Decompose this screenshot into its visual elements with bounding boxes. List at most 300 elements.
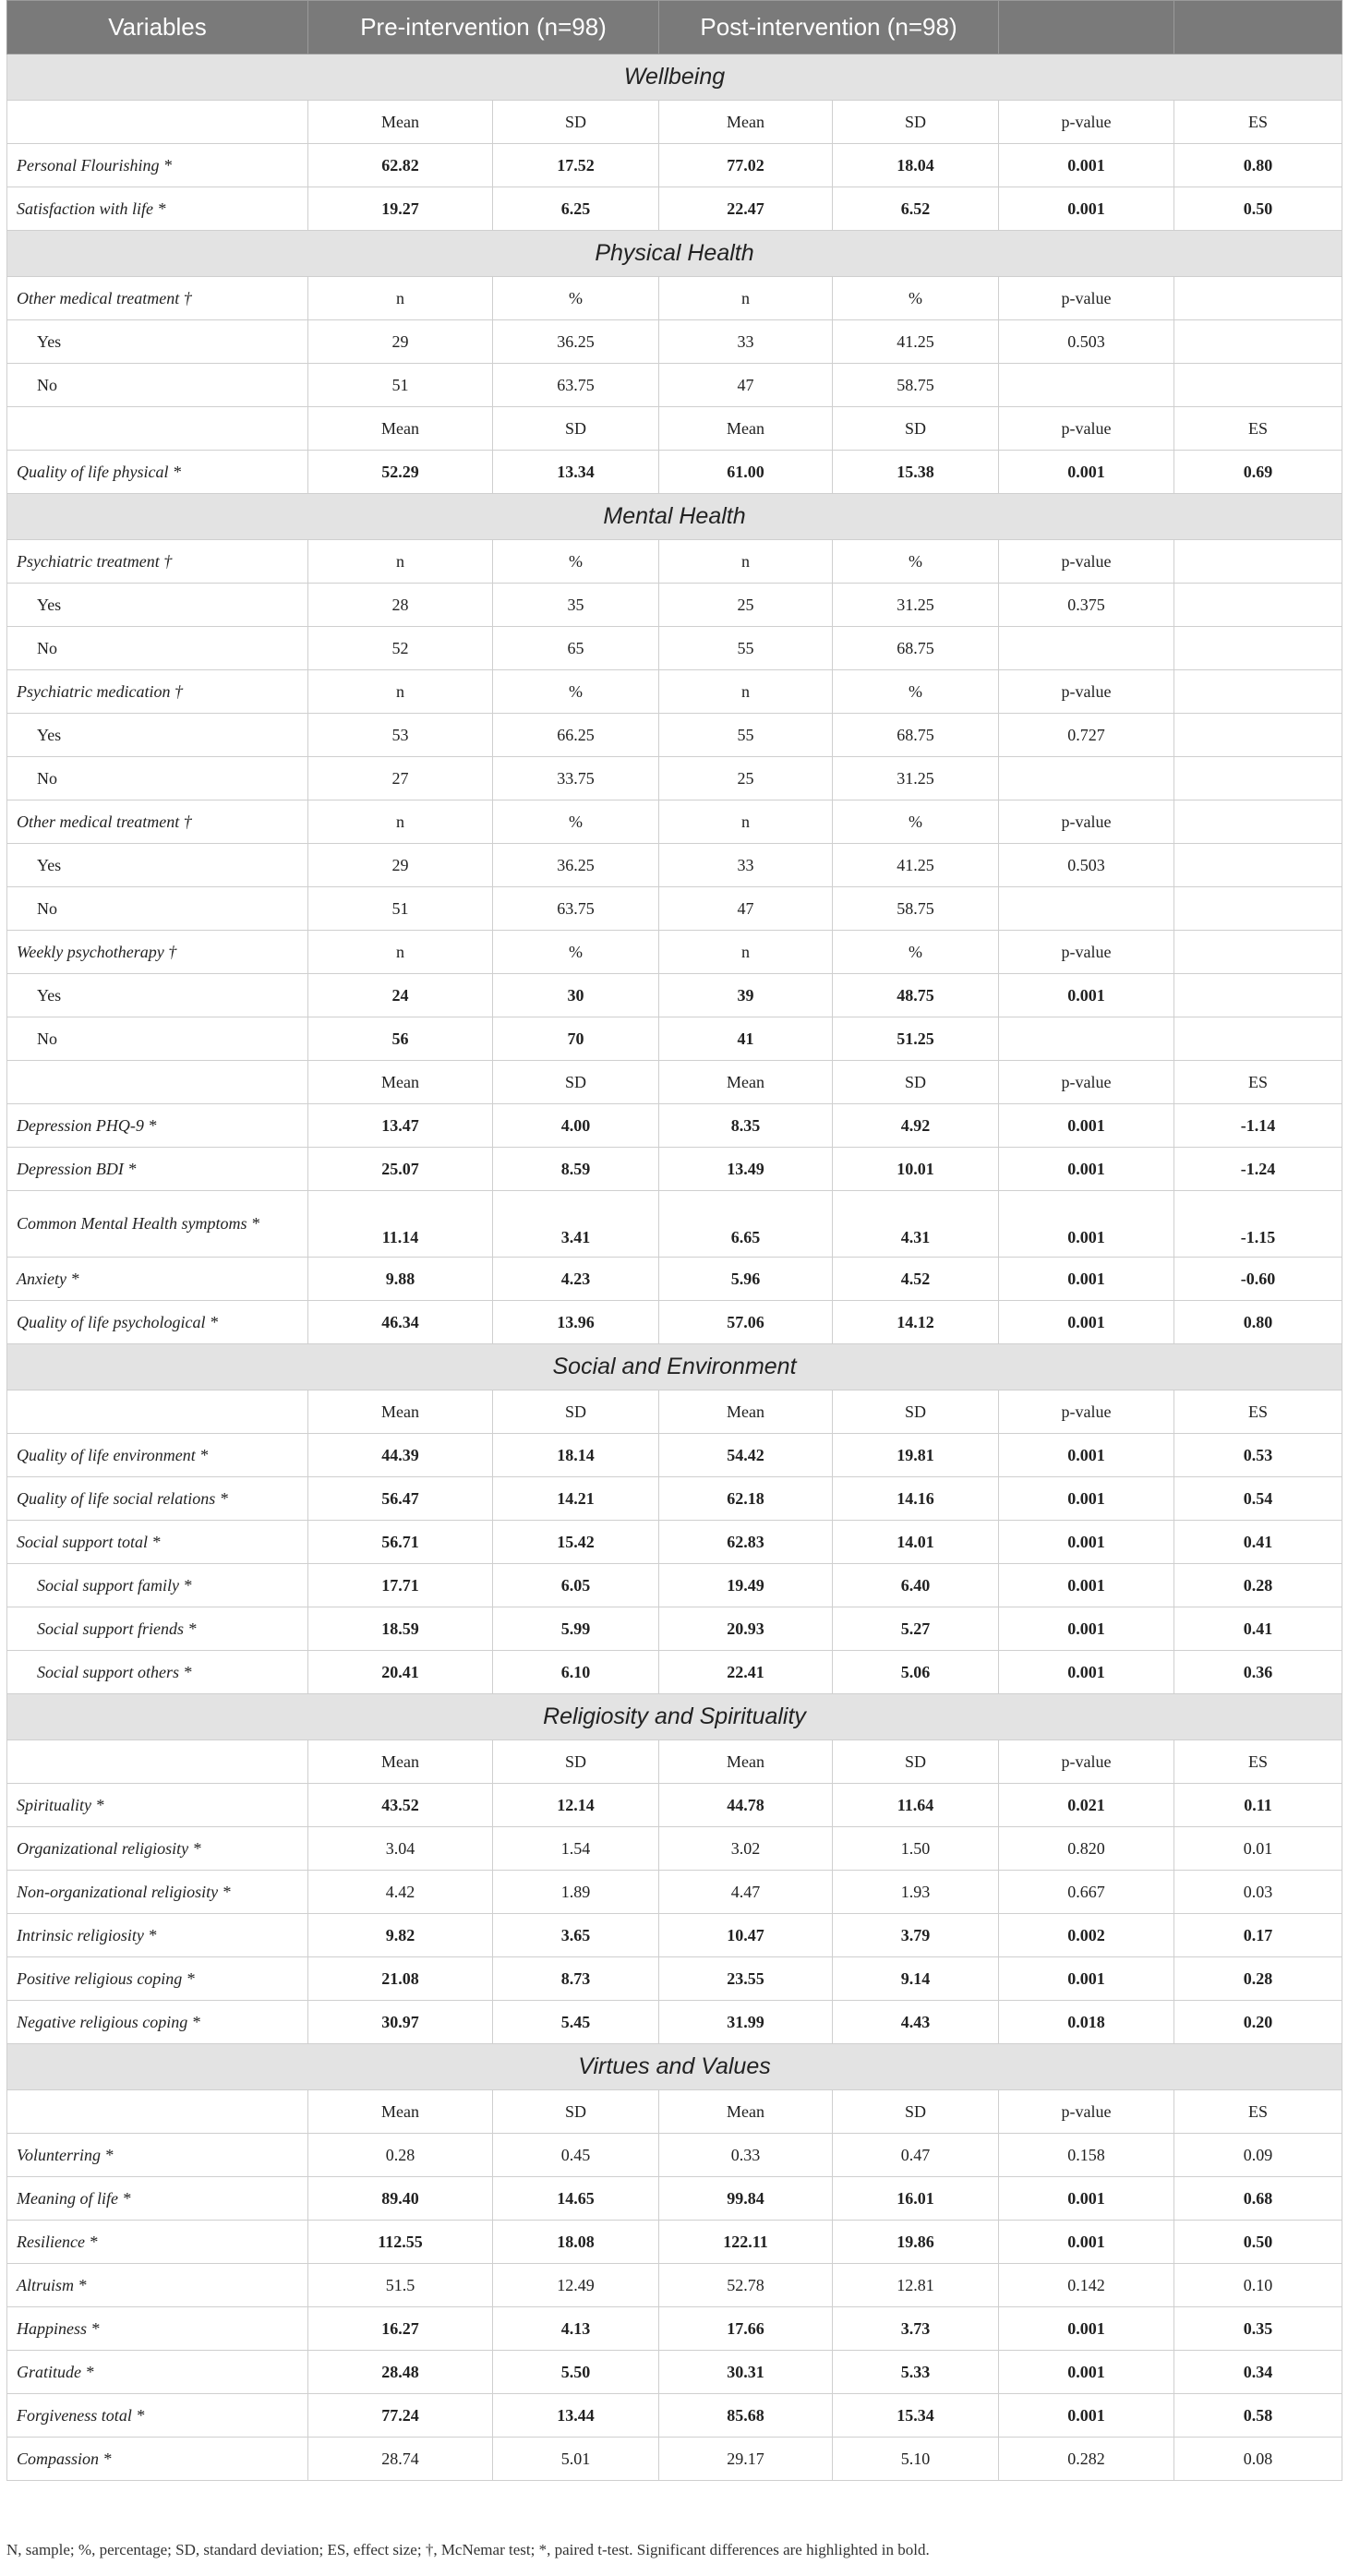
value-cell: 0.50	[1174, 2221, 1342, 2264]
value-cell: 19.27	[308, 187, 493, 231]
subheader-cell: SD	[833, 407, 999, 451]
row-label: Weekly psychotherapy †	[7, 931, 308, 974]
subheader-cell: p-value	[999, 101, 1174, 144]
table-row	[7, 974, 1342, 1017]
value-cell: 58.75	[833, 364, 999, 407]
row-label: No	[7, 887, 308, 931]
value-cell: 4.00	[493, 1104, 659, 1148]
subheader-cell: ES	[1174, 1390, 1342, 1434]
value-cell: 15.34	[833, 2394, 999, 2438]
value-cell	[999, 887, 1174, 931]
table-row	[7, 364, 1342, 407]
value-cell: 22.47	[659, 187, 833, 231]
section-row	[7, 494, 1342, 540]
row-label: Non-organizational religiosity *	[7, 1871, 308, 1914]
value-cell: 46.34	[308, 1301, 493, 1344]
value-cell	[1174, 757, 1342, 800]
value-cell: 18.08	[493, 2221, 659, 2264]
value-cell: 31.25	[833, 757, 999, 800]
value-cell: 0.50	[1174, 187, 1342, 231]
subheader-cell: SD	[833, 1061, 999, 1104]
table-row	[7, 714, 1342, 757]
value-cell: 5.45	[493, 2001, 659, 2044]
value-cell: 3.73	[833, 2307, 999, 2351]
value-cell: n	[659, 931, 833, 974]
value-cell: 0.001	[999, 1521, 1174, 1564]
value-cell: 12.14	[493, 1784, 659, 1827]
column-header-blank	[1174, 1, 1342, 54]
subheader-cell	[7, 407, 308, 451]
table-row	[7, 320, 1342, 364]
value-cell: %	[493, 540, 659, 584]
value-cell: 22.41	[659, 1651, 833, 1694]
value-cell: 0.001	[999, 1104, 1174, 1148]
row-label: Anxiety *	[7, 1258, 308, 1301]
table-row	[7, 1434, 1342, 1477]
value-cell: 5.99	[493, 1607, 659, 1651]
subheader-row	[7, 1740, 1342, 1784]
row-label: Other medical treatment †	[7, 800, 308, 844]
row-label: Yes	[7, 714, 308, 757]
value-cell: 23.55	[659, 1957, 833, 2001]
value-cell: 0.28	[1174, 1957, 1342, 2001]
value-cell: 6.52	[833, 187, 999, 231]
value-cell: 10.47	[659, 1914, 833, 1957]
value-cell: 13.49	[659, 1148, 833, 1191]
value-cell: 0.001	[999, 2221, 1174, 2264]
subheader-cell: Mean	[308, 1061, 493, 1104]
table-footnote: N, sample; %, percentage; SD, standard deviation; ES, effect size; †, McNemar test; *, paired t-test. Significant differences are highlighted in bold.	[6, 2541, 930, 2558]
table-row	[7, 1957, 1342, 2001]
section-title: Physical Health	[7, 231, 1342, 277]
value-cell	[1174, 670, 1342, 714]
value-cell: 63.75	[493, 887, 659, 931]
row-label: Depression BDI *	[7, 1148, 308, 1191]
row-label: Resilience *	[7, 2221, 308, 2264]
value-cell: 1.50	[833, 1827, 999, 1871]
value-cell: 41.25	[833, 320, 999, 364]
value-cell: 0.001	[999, 1957, 1174, 2001]
value-cell: 28	[308, 584, 493, 627]
value-cell: 14.21	[493, 1477, 659, 1521]
subheader-cell: SD	[493, 2090, 659, 2134]
table-row	[7, 670, 1342, 714]
value-cell: 0.35	[1174, 2307, 1342, 2351]
table-row	[7, 1477, 1342, 1521]
value-cell: p-value	[999, 800, 1174, 844]
value-cell: 0.09	[1174, 2134, 1342, 2177]
table-row	[7, 1191, 1342, 1258]
row-label: Social support friends *	[7, 1607, 308, 1651]
row-label: Psychiatric medication †	[7, 670, 308, 714]
value-cell: 0.375	[999, 584, 1174, 627]
value-cell: 31.25	[833, 584, 999, 627]
value-cell: 5.10	[833, 2438, 999, 2481]
value-cell: 44.78	[659, 1784, 833, 1827]
value-cell: 15.38	[833, 451, 999, 494]
subheader-cell: Mean	[308, 407, 493, 451]
value-cell: 61.00	[659, 451, 833, 494]
value-cell: p-value	[999, 540, 1174, 584]
value-cell: 3.04	[308, 1827, 493, 1871]
value-cell	[1174, 887, 1342, 931]
value-cell: 29	[308, 320, 493, 364]
value-cell: 3.65	[493, 1914, 659, 1957]
table-row	[7, 187, 1342, 231]
subheader-cell: Mean	[659, 2090, 833, 2134]
row-label: Quality of life psychological *	[7, 1301, 308, 1344]
section-row	[7, 2044, 1342, 2090]
value-cell: 6.65	[659, 1191, 833, 1258]
section-row	[7, 54, 1342, 101]
row-label: Other medical treatment †	[7, 277, 308, 320]
subheader-row	[7, 407, 1342, 451]
table-row	[7, 1871, 1342, 1914]
row-label: Quality of life social relations *	[7, 1477, 308, 1521]
value-cell: 0.001	[999, 1301, 1174, 1344]
row-label: Compassion *	[7, 2438, 308, 2481]
value-cell: 29	[308, 844, 493, 887]
value-cell: 0.820	[999, 1827, 1174, 1871]
subheader-row	[7, 101, 1342, 144]
subheader-cell: Mean	[308, 2090, 493, 2134]
table-row	[7, 2221, 1342, 2264]
value-cell: 9.14	[833, 1957, 999, 2001]
value-cell	[999, 757, 1174, 800]
table-body	[7, 54, 1342, 2481]
value-cell: 21.08	[308, 1957, 493, 2001]
subheader-cell: p-value	[999, 1740, 1174, 1784]
row-label: Yes	[7, 844, 308, 887]
column-header-variables: Variables	[7, 1, 308, 54]
value-cell: %	[493, 670, 659, 714]
value-cell: 12.81	[833, 2264, 999, 2307]
value-cell: 19.81	[833, 1434, 999, 1477]
value-cell: %	[833, 800, 999, 844]
value-cell: 5.33	[833, 2351, 999, 2394]
table-row	[7, 2134, 1342, 2177]
value-cell: 62.82	[308, 144, 493, 187]
value-cell	[1174, 627, 1342, 670]
table-row	[7, 2264, 1342, 2307]
value-cell: 31.99	[659, 2001, 833, 2044]
value-cell: 56	[308, 1017, 493, 1061]
table-row	[7, 540, 1342, 584]
value-cell: 0.002	[999, 1914, 1174, 1957]
value-cell: 0.001	[999, 1434, 1174, 1477]
subheader-cell: Mean	[659, 1740, 833, 1784]
table-row	[7, 2001, 1342, 2044]
row-label: Positive religious coping *	[7, 1957, 308, 2001]
subheader-cell: p-value	[999, 1390, 1174, 1434]
value-cell: 36.25	[493, 320, 659, 364]
value-cell: -1.15	[1174, 1191, 1342, 1258]
table-row	[7, 2394, 1342, 2438]
value-cell: 33	[659, 844, 833, 887]
value-cell: 43.52	[308, 1784, 493, 1827]
value-cell: %	[833, 670, 999, 714]
value-cell: 0.667	[999, 1871, 1174, 1914]
value-cell: 0.80	[1174, 144, 1342, 187]
table-row	[7, 277, 1342, 320]
value-cell	[1174, 277, 1342, 320]
value-cell: 6.40	[833, 1564, 999, 1607]
table-row	[7, 584, 1342, 627]
value-cell: 77.24	[308, 2394, 493, 2438]
value-cell: 0.503	[999, 320, 1174, 364]
section-row	[7, 1344, 1342, 1390]
value-cell: 0.45	[493, 2134, 659, 2177]
subheader-cell: ES	[1174, 1061, 1342, 1104]
row-label: Gratitude *	[7, 2351, 308, 2394]
value-cell	[1174, 584, 1342, 627]
value-cell: 0.018	[999, 2001, 1174, 2044]
value-cell: 4.47	[659, 1871, 833, 1914]
value-cell: 0.17	[1174, 1914, 1342, 1957]
table-row	[7, 2177, 1342, 2221]
value-cell: %	[833, 277, 999, 320]
value-cell: 0.001	[999, 1607, 1174, 1651]
value-cell: 0.142	[999, 2264, 1174, 2307]
value-cell: 30	[493, 974, 659, 1017]
value-cell: 0.53	[1174, 1434, 1342, 1477]
value-cell: 27	[308, 757, 493, 800]
value-cell	[1174, 320, 1342, 364]
value-cell: %	[493, 800, 659, 844]
value-cell: 122.11	[659, 2221, 833, 2264]
row-label: Quality of life environment *	[7, 1434, 308, 1477]
table-row	[7, 1017, 1342, 1061]
value-cell: 62.18	[659, 1477, 833, 1521]
row-label: Personal Flourishing *	[7, 144, 308, 187]
value-cell: 3.41	[493, 1191, 659, 1258]
section-row	[7, 1694, 1342, 1740]
value-cell	[1174, 800, 1342, 844]
value-cell: 0.54	[1174, 1477, 1342, 1521]
row-label: Negative religious coping *	[7, 2001, 308, 2044]
value-cell: 0.001	[999, 1477, 1174, 1521]
value-cell: 0.34	[1174, 2351, 1342, 2394]
subheader-row	[7, 2090, 1342, 2134]
value-cell: 0.41	[1174, 1607, 1342, 1651]
value-cell: 0.28	[1174, 1564, 1342, 1607]
value-cell: 0.41	[1174, 1521, 1342, 1564]
value-cell: 0.001	[999, 1258, 1174, 1301]
value-cell: 55	[659, 714, 833, 757]
row-label: Social support family *	[7, 1564, 308, 1607]
row-label: Spirituality *	[7, 1784, 308, 1827]
value-cell: 85.68	[659, 2394, 833, 2438]
value-cell: 0.001	[999, 1148, 1174, 1191]
table-row	[7, 757, 1342, 800]
value-cell: 18.04	[833, 144, 999, 187]
value-cell: n	[308, 931, 493, 974]
value-cell: 10.01	[833, 1148, 999, 1191]
value-cell: n	[308, 670, 493, 714]
value-cell: 35	[493, 584, 659, 627]
value-cell: n	[659, 540, 833, 584]
row-label: Depression PHQ-9 *	[7, 1104, 308, 1148]
subheader-cell: p-value	[999, 407, 1174, 451]
value-cell: 0.001	[999, 2177, 1174, 2221]
row-label: Quality of life physical *	[7, 451, 308, 494]
value-cell: 11.64	[833, 1784, 999, 1827]
subheader-cell: Mean	[659, 1390, 833, 1434]
value-cell: 77.02	[659, 144, 833, 187]
value-cell: 47	[659, 887, 833, 931]
value-cell: 0.36	[1174, 1651, 1342, 1694]
subheader-cell: SD	[833, 1390, 999, 1434]
table-row	[7, 144, 1342, 187]
value-cell: 33.75	[493, 757, 659, 800]
value-cell: 14.16	[833, 1477, 999, 1521]
section-row	[7, 231, 1342, 277]
value-cell: 25.07	[308, 1148, 493, 1191]
section-title: Mental Health	[7, 494, 1342, 540]
value-cell: 16.01	[833, 2177, 999, 2221]
value-cell: 6.10	[493, 1651, 659, 1694]
row-label: No	[7, 1017, 308, 1061]
subheader-cell: ES	[1174, 2090, 1342, 2134]
table-row	[7, 931, 1342, 974]
subheader-cell: Mean	[308, 101, 493, 144]
subheader-cell: SD	[493, 101, 659, 144]
value-cell: 0.01	[1174, 1827, 1342, 1871]
value-cell: 1.89	[493, 1871, 659, 1914]
subheader-cell: ES	[1174, 101, 1342, 144]
section-title: Religiosity and Spirituality	[7, 1694, 1342, 1740]
value-cell: n	[659, 277, 833, 320]
row-label: Altruism *	[7, 2264, 308, 2307]
value-cell	[1174, 974, 1342, 1017]
row-label: Psychiatric treatment †	[7, 540, 308, 584]
value-cell: 9.82	[308, 1914, 493, 1957]
value-cell: 11.14	[308, 1191, 493, 1258]
value-cell: 5.01	[493, 2438, 659, 2481]
row-label: Common Mental Health symptoms *	[7, 1191, 308, 1258]
table-row	[7, 844, 1342, 887]
subheader-cell: ES	[1174, 1740, 1342, 1784]
value-cell: 0.158	[999, 2134, 1174, 2177]
subheader-row	[7, 1390, 1342, 1434]
value-cell: 53	[308, 714, 493, 757]
value-cell	[999, 627, 1174, 670]
table-row	[7, 1651, 1342, 1694]
table-row	[7, 1914, 1342, 1957]
value-cell	[1174, 714, 1342, 757]
value-cell: 0.001	[999, 451, 1174, 494]
value-cell: 5.96	[659, 1258, 833, 1301]
value-cell: 89.40	[308, 2177, 493, 2221]
value-cell: 8.35	[659, 1104, 833, 1148]
value-cell: 56.47	[308, 1477, 493, 1521]
value-cell: 13.47	[308, 1104, 493, 1148]
value-cell: p-value	[999, 670, 1174, 714]
row-label: Yes	[7, 974, 308, 1017]
section-title: Social and Environment	[7, 1344, 1342, 1390]
value-cell	[1174, 844, 1342, 887]
value-cell: 1.54	[493, 1827, 659, 1871]
value-cell: 0.69	[1174, 451, 1342, 494]
value-cell: 6.05	[493, 1564, 659, 1607]
value-cell: n	[659, 670, 833, 714]
value-cell: 20.93	[659, 1607, 833, 1651]
value-cell: p-value	[999, 277, 1174, 320]
value-cell: 0.001	[999, 1191, 1174, 1258]
value-cell: -1.14	[1174, 1104, 1342, 1148]
value-cell: 0.10	[1174, 2264, 1342, 2307]
value-cell: 0.03	[1174, 1871, 1342, 1914]
subheader-cell: Mean	[659, 101, 833, 144]
value-cell: 39	[659, 974, 833, 1017]
subheader-cell	[7, 1390, 308, 1434]
value-cell: 48.75	[833, 974, 999, 1017]
subheader-cell: p-value	[999, 1061, 1174, 1104]
value-cell: 13.44	[493, 2394, 659, 2438]
subheader-cell: SD	[493, 407, 659, 451]
value-cell: 29.17	[659, 2438, 833, 2481]
value-cell: 4.52	[833, 1258, 999, 1301]
value-cell: 12.49	[493, 2264, 659, 2307]
value-cell: 28.74	[308, 2438, 493, 2481]
value-cell: 15.42	[493, 1521, 659, 1564]
subheader-cell: SD	[493, 1061, 659, 1104]
value-cell: 8.73	[493, 1957, 659, 2001]
value-cell: 4.92	[833, 1104, 999, 1148]
row-label: Happiness *	[7, 2307, 308, 2351]
value-cell: 6.25	[493, 187, 659, 231]
value-cell: 51.25	[833, 1017, 999, 1061]
subheader-cell: SD	[493, 1390, 659, 1434]
table-header-row	[7, 1, 1342, 54]
value-cell	[1174, 931, 1342, 974]
value-cell: 0.001	[999, 144, 1174, 187]
value-cell: 57.06	[659, 1301, 833, 1344]
value-cell: 0.001	[999, 974, 1174, 1017]
value-cell: 0.001	[999, 187, 1174, 231]
value-cell: 0.47	[833, 2134, 999, 2177]
value-cell	[1174, 1017, 1342, 1061]
value-cell: 19.86	[833, 2221, 999, 2264]
value-cell: 17.71	[308, 1564, 493, 1607]
table-row	[7, 2351, 1342, 2394]
row-label: Organizational religiosity *	[7, 1827, 308, 1871]
value-cell: 56.71	[308, 1521, 493, 1564]
subheader-cell: SD	[833, 1740, 999, 1784]
value-cell: n	[659, 800, 833, 844]
value-cell: 0.001	[999, 2394, 1174, 2438]
subheader-cell: Mean	[659, 407, 833, 451]
value-cell: 28.48	[308, 2351, 493, 2394]
value-cell: 3.02	[659, 1827, 833, 1871]
subheader-cell: SD	[833, 101, 999, 144]
table-row	[7, 627, 1342, 670]
row-label: No	[7, 757, 308, 800]
row-label: Meaning of life *	[7, 2177, 308, 2221]
value-cell: p-value	[999, 931, 1174, 974]
value-cell: 0.727	[999, 714, 1174, 757]
value-cell: 0.28	[308, 2134, 493, 2177]
value-cell: n	[308, 800, 493, 844]
value-cell: 33	[659, 320, 833, 364]
value-cell: 4.43	[833, 2001, 999, 2044]
value-cell: 44.39	[308, 1434, 493, 1477]
value-cell: n	[308, 540, 493, 584]
value-cell: 0.001	[999, 2307, 1174, 2351]
value-cell: 0.001	[999, 1564, 1174, 1607]
column-header-blank	[999, 1, 1174, 54]
row-label: No	[7, 627, 308, 670]
